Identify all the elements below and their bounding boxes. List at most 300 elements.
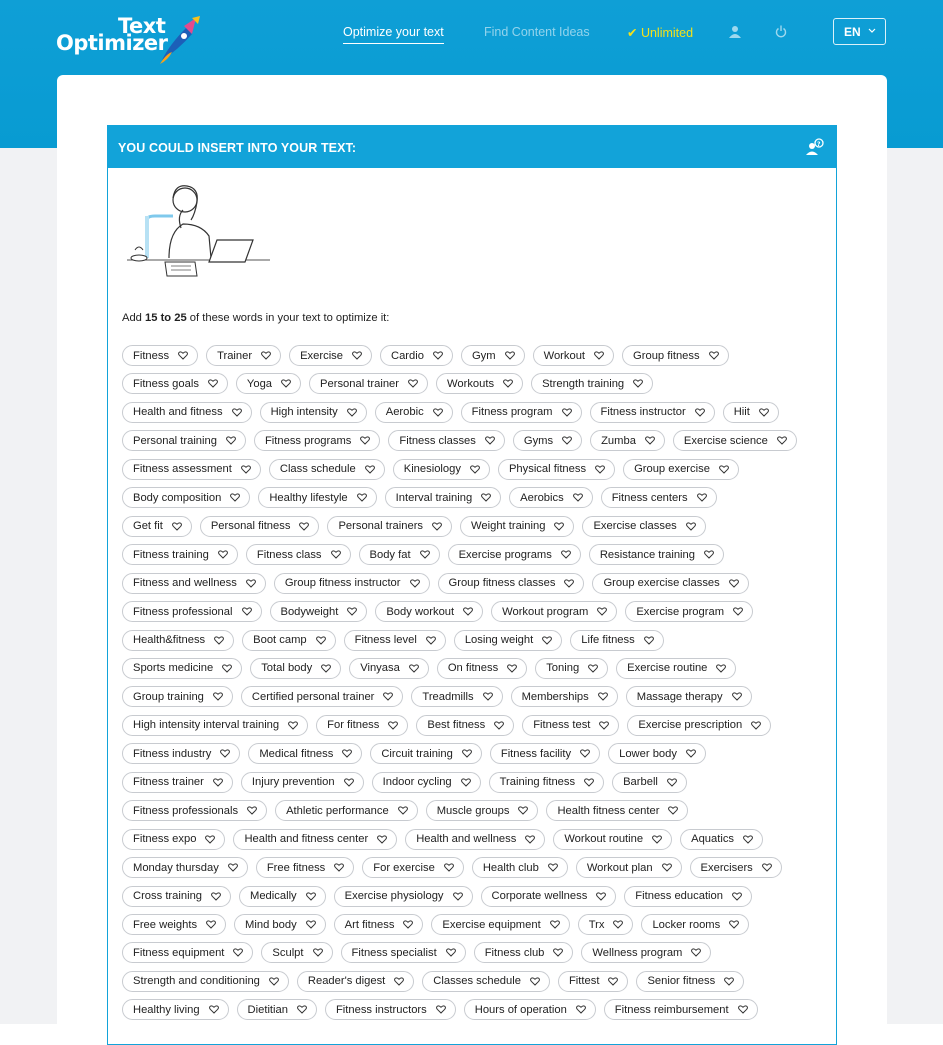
heart-icon[interactable] (408, 379, 418, 388)
keyword-chip[interactable] (531, 373, 653, 394)
keyword-label: Fitness training (133, 548, 209, 561)
keyword-chip[interactable] (590, 402, 715, 423)
keyword-chip[interactable] (122, 402, 252, 423)
keyword-chip[interactable] (362, 857, 464, 878)
keyword-chip[interactable] (334, 914, 424, 935)
keyword-label: Fitness professional (133, 605, 233, 618)
keyword-row (122, 459, 747, 481)
keyword-chip[interactable] (535, 658, 608, 679)
help-user-icon[interactable] (806, 138, 824, 156)
keyword-chip[interactable] (590, 430, 665, 451)
heart-icon[interactable] (226, 436, 236, 445)
heart-icon[interactable] (398, 806, 408, 815)
keyword-chip[interactable] (344, 630, 446, 651)
keyword-row (122, 772, 695, 794)
keyword-chip[interactable] (723, 402, 779, 423)
heart-icon[interactable] (281, 379, 291, 388)
keyword-chip[interactable] (498, 459, 615, 480)
keyword-chip[interactable] (316, 715, 408, 736)
heart-icon[interactable] (269, 977, 279, 986)
keyword-chip[interactable] (426, 800, 539, 821)
keyword-chip[interactable] (491, 601, 617, 622)
heart-icon[interactable] (432, 522, 442, 531)
heart-icon[interactable] (444, 863, 454, 872)
keyword-chip[interactable] (256, 857, 354, 878)
keyword-chip[interactable] (509, 487, 593, 508)
keyword-chip[interactable] (250, 658, 341, 679)
keyword-chip[interactable] (372, 772, 481, 793)
heart-icon[interactable] (220, 749, 230, 758)
heart-icon[interactable] (297, 1005, 307, 1014)
keyword-chip[interactable] (270, 601, 368, 622)
heart-icon[interactable] (409, 664, 419, 673)
keyword-row (122, 743, 714, 765)
heart-icon[interactable] (483, 692, 493, 701)
keyword-chip[interactable] (309, 373, 428, 394)
heart-icon[interactable] (550, 920, 560, 929)
keyword-chip[interactable] (122, 686, 233, 707)
heart-icon[interactable] (697, 493, 707, 502)
heart-icon[interactable] (463, 607, 473, 616)
heart-icon[interactable] (518, 806, 528, 815)
heart-icon[interactable] (426, 636, 436, 645)
keyword-chip[interactable] (297, 971, 414, 992)
keyword-label: Corporate wellness (491, 890, 588, 903)
heart-icon[interactable] (652, 835, 662, 844)
keyword-chip[interactable] (258, 487, 376, 508)
heart-icon[interactable] (233, 948, 243, 957)
keyword-chip[interactable] (122, 715, 308, 736)
keyword-chip[interactable] (122, 800, 267, 821)
heart-icon[interactable] (599, 721, 609, 730)
keyword-chip[interactable] (582, 516, 705, 537)
heart-icon[interactable] (342, 749, 352, 758)
heart-icon[interactable] (461, 778, 471, 787)
heart-icon[interactable] (420, 550, 430, 559)
keyword-label: Healthy living (133, 1003, 200, 1016)
heart-icon[interactable] (228, 863, 238, 872)
keyword-chip[interactable] (206, 345, 281, 366)
keyword-chip[interactable] (122, 999, 229, 1020)
keyword-chip[interactable] (334, 886, 473, 907)
keyword-chip[interactable] (431, 914, 569, 935)
heart-icon[interactable] (453, 892, 463, 901)
keyword-chip[interactable] (690, 857, 782, 878)
keyword-chip[interactable] (546, 800, 688, 821)
keyword-chip[interactable] (246, 544, 351, 565)
heart-icon[interactable] (733, 607, 743, 616)
heart-icon[interactable] (686, 749, 696, 758)
keyword-label: Personal fitness (210, 520, 291, 533)
keyword-label: Muscle groups (436, 804, 510, 817)
heart-icon[interactable] (230, 493, 240, 502)
keyword-chip[interactable] (239, 886, 326, 907)
keyword-chip[interactable] (673, 430, 797, 451)
nav-find-content-ideas[interactable]: Find Content Ideas (484, 25, 590, 39)
keyword-chip[interactable] (122, 487, 250, 508)
keyword-chip[interactable] (242, 630, 335, 651)
keyword-chip[interactable] (248, 743, 362, 764)
heart-icon[interactable] (242, 607, 252, 616)
heart-icon[interactable] (208, 379, 218, 388)
nav-optimize-text[interactable]: Optimize your text (343, 25, 444, 44)
keyword-chip[interactable] (411, 686, 502, 707)
heart-icon[interactable] (596, 892, 606, 901)
keyword-chip[interactable] (624, 886, 752, 907)
heart-icon[interactable] (261, 351, 271, 360)
keyword-chip[interactable] (275, 800, 418, 821)
heart-icon[interactable] (433, 351, 443, 360)
keyword-chip[interactable] (461, 345, 525, 366)
keyword-chip[interactable] (341, 942, 466, 963)
keyword-chip[interactable] (122, 914, 226, 935)
keyword-chip[interactable] (122, 430, 246, 451)
heart-icon[interactable] (588, 664, 598, 673)
keyword-label: Workouts (447, 377, 495, 390)
keyword-chip[interactable] (385, 487, 502, 508)
keyword-chip[interactable] (122, 743, 240, 764)
heart-icon[interactable] (542, 636, 552, 645)
heart-icon[interactable] (732, 892, 742, 901)
keyword-label: Mind body (245, 918, 297, 931)
keyword-chip[interactable] (489, 772, 604, 793)
keyword-chip[interactable] (608, 743, 706, 764)
keyword-chip[interactable] (241, 772, 364, 793)
keyword-chip[interactable] (641, 914, 749, 935)
keyword-label: Life fitness (581, 634, 635, 646)
heart-icon[interactable] (383, 692, 393, 701)
keyword-chip[interactable] (122, 658, 242, 679)
keyword-chip[interactable] (349, 658, 429, 679)
keyword-chip[interactable] (274, 573, 430, 594)
heart-icon[interactable] (347, 607, 357, 616)
heart-icon[interactable] (222, 664, 232, 673)
keyword-chip[interactable] (454, 630, 562, 651)
keyword-chip[interactable] (636, 971, 744, 992)
heart-icon[interactable] (299, 522, 309, 531)
keyword-chip[interactable] (422, 971, 550, 992)
logo-line1: Text (118, 14, 166, 38)
keyword-chip[interactable] (122, 516, 192, 537)
keyword-row (122, 999, 766, 1021)
heart-icon[interactable] (213, 692, 223, 701)
heart-icon[interactable] (691, 948, 701, 957)
heart-icon[interactable] (485, 436, 495, 445)
keyword-chip[interactable] (578, 914, 634, 935)
keyword-chip[interactable] (438, 573, 585, 594)
heart-icon[interactable] (331, 550, 341, 559)
heart-icon[interactable] (554, 522, 564, 531)
heart-icon[interactable] (246, 579, 256, 588)
keyword-chip[interactable] (522, 715, 619, 736)
heart-icon[interactable] (211, 892, 221, 901)
heart-icon[interactable] (729, 579, 739, 588)
keyword-chip[interactable] (122, 971, 289, 992)
language-select[interactable] (833, 18, 886, 45)
heart-icon[interactable] (729, 920, 739, 929)
heart-icon[interactable] (377, 835, 387, 844)
keyword-chip[interactable] (359, 544, 440, 565)
heart-icon[interactable] (695, 408, 705, 417)
keyword-chip[interactable] (481, 886, 617, 907)
heart-icon[interactable] (365, 465, 375, 474)
keyword-chip[interactable] (623, 459, 739, 480)
keyword-label: For fitness (327, 719, 380, 732)
heart-icon[interactable] (719, 465, 729, 474)
keyword-chip[interactable] (553, 829, 672, 850)
keyword-chip[interactable] (380, 345, 453, 366)
keyword-chip[interactable] (260, 402, 367, 423)
keyword-chip[interactable] (592, 573, 748, 594)
heart-icon[interactable] (388, 721, 398, 730)
keyword-label: Resistance training (599, 548, 695, 561)
nav-unlimited-badge[interactable]: ✔ Unlimited (627, 26, 694, 40)
keyword-chip[interactable] (437, 658, 527, 679)
keyword-chip[interactable] (327, 516, 452, 537)
heart-icon[interactable] (360, 436, 370, 445)
keyword-chip[interactable] (370, 743, 482, 764)
heart-icon[interactable] (241, 465, 251, 474)
heart-icon[interactable] (573, 493, 583, 502)
heart-icon[interactable] (214, 636, 224, 645)
keyword-chip[interactable] (612, 772, 687, 793)
keyword-chip[interactable] (269, 459, 385, 480)
heart-icon[interactable] (633, 379, 643, 388)
keyword-chip[interactable] (558, 971, 628, 992)
heart-icon[interactable] (562, 436, 572, 445)
keyword-chip[interactable] (200, 516, 320, 537)
heart-icon[interactable] (232, 408, 242, 417)
heart-icon[interactable] (553, 948, 563, 957)
keyword-chip[interactable] (122, 772, 233, 793)
heart-icon[interactable] (433, 408, 443, 417)
chevron-down-icon (868, 28, 876, 34)
keyword-chip[interactable] (122, 544, 238, 565)
panel-header (108, 126, 836, 168)
heart-icon[interactable] (667, 778, 677, 787)
heart-icon[interactable] (576, 1005, 586, 1014)
keyword-chip[interactable] (122, 630, 234, 651)
keyword-chip[interactable] (627, 715, 771, 736)
keyword-row (122, 829, 771, 851)
heart-icon[interactable] (505, 351, 515, 360)
keyword-label: Massage therapy (636, 690, 723, 703)
keyword-label: Exercise program (636, 605, 725, 618)
power-icon[interactable] (775, 25, 787, 38)
keyword-chip[interactable] (464, 999, 596, 1020)
heart-icon[interactable] (595, 465, 605, 474)
heart-icon[interactable] (594, 351, 604, 360)
heart-icon[interactable] (306, 920, 316, 929)
keyword-chip[interactable] (533, 345, 614, 366)
keyword-chip[interactable] (581, 942, 711, 963)
keyword-label: Trx (588, 918, 605, 931)
heart-icon[interactable] (494, 721, 504, 730)
heart-icon[interactable] (462, 749, 472, 758)
heart-icon[interactable] (403, 920, 413, 929)
heart-icon[interactable] (347, 408, 357, 417)
heart-icon[interactable] (686, 522, 696, 531)
heart-icon[interactable] (709, 351, 719, 360)
heart-icon[interactable] (561, 550, 571, 559)
heart-icon[interactable] (743, 835, 753, 844)
keyword-label: Physical fitness (508, 463, 587, 476)
heart-icon[interactable] (316, 636, 326, 645)
heart-icon[interactable] (704, 550, 714, 559)
user-icon[interactable] (729, 25, 741, 39)
heart-icon[interactable] (394, 977, 404, 986)
heart-icon[interactable] (213, 778, 223, 787)
keyword-chip[interactable] (490, 743, 600, 764)
keyword-label: For exercise (373, 861, 435, 874)
heart-icon[interactable] (598, 692, 608, 701)
heart-icon[interactable] (548, 863, 558, 872)
heart-icon[interactable] (209, 1005, 219, 1014)
keyword-label: Losing weight (464, 634, 534, 646)
keyword-row (122, 345, 737, 367)
keyword-chip[interactable] (680, 829, 763, 850)
heart-icon[interactable] (724, 977, 734, 986)
keyword-label: Fitness goals (133, 377, 199, 390)
keyword-chip[interactable] (375, 402, 453, 423)
keyword-chip[interactable] (233, 829, 397, 850)
keyword-row (122, 914, 757, 936)
keyword-label: Body fat (369, 548, 411, 561)
keyword-chip[interactable] (122, 857, 248, 878)
keyword-chip[interactable] (122, 942, 253, 963)
heart-icon[interactable] (205, 835, 215, 844)
heart-icon[interactable] (352, 351, 362, 360)
keyword-chip[interactable] (122, 601, 262, 622)
heart-icon[interactable] (597, 607, 607, 616)
keyword-chip[interactable] (448, 544, 581, 565)
keyword-chip[interactable] (234, 914, 326, 935)
keyword-chip[interactable] (122, 886, 231, 907)
keyword-chip[interactable] (622, 345, 729, 366)
keyword-chip[interactable] (254, 430, 380, 451)
keyword-chip[interactable] (241, 686, 404, 707)
keyword-label: Fitness reimbursement (614, 1003, 729, 1016)
heart-icon[interactable] (732, 692, 742, 701)
keyword-chip[interactable] (375, 601, 483, 622)
heart-icon[interactable] (662, 863, 672, 872)
keyword-label: Toning (546, 662, 580, 675)
keyword-chip[interactable] (472, 857, 568, 878)
keyword-chip[interactable] (416, 715, 514, 736)
keyword-chip[interactable] (625, 601, 753, 622)
heart-icon[interactable] (716, 664, 726, 673)
keyword-chip[interactable] (604, 999, 758, 1020)
keyword-chip[interactable] (601, 487, 717, 508)
keyword-chip[interactable] (122, 829, 225, 850)
heart-icon[interactable] (644, 636, 654, 645)
heart-icon[interactable] (288, 721, 298, 730)
keyword-chip[interactable] (511, 686, 618, 707)
keyword-chip[interactable] (122, 573, 266, 594)
heart-icon[interactable] (668, 806, 678, 815)
keyword-chip[interactable] (513, 430, 582, 451)
heart-icon[interactable] (218, 550, 228, 559)
heart-icon[interactable] (357, 493, 367, 502)
keyword-label: Monday thursday (133, 861, 219, 874)
keyword-label: Reader's digest (307, 975, 386, 988)
heart-icon[interactable] (608, 977, 618, 986)
keyword-chip[interactable] (122, 345, 198, 366)
heart-icon[interactable] (738, 1005, 748, 1014)
heart-icon[interactable] (584, 778, 594, 787)
keyword-label: Fitness industry (133, 747, 212, 760)
keyword-chip[interactable] (325, 999, 456, 1020)
heart-icon[interactable] (344, 778, 354, 787)
heart-icon[interactable] (503, 379, 513, 388)
keyword-chip[interactable] (405, 829, 545, 850)
keyword-chip[interactable] (626, 686, 752, 707)
keyword-label: High intensity interval training (133, 719, 280, 732)
heart-icon[interactable] (481, 493, 491, 502)
heart-icon[interactable] (762, 863, 772, 872)
heart-icon[interactable] (564, 579, 574, 588)
heart-icon[interactable] (247, 806, 257, 815)
heart-icon[interactable] (436, 1005, 446, 1014)
heart-icon[interactable] (178, 351, 188, 360)
keyword-chip[interactable] (461, 402, 582, 423)
keyword-chip[interactable] (460, 516, 574, 537)
keyword-chip[interactable] (237, 999, 317, 1020)
keyword-chip[interactable] (436, 373, 523, 394)
heart-icon[interactable] (530, 977, 540, 986)
heart-icon[interactable] (313, 948, 323, 957)
keyword-chip[interactable] (122, 459, 261, 480)
keyword-chip[interactable] (616, 658, 736, 679)
keyword-label: Classes schedule (433, 975, 521, 988)
keyword-chip[interactable] (122, 373, 228, 394)
keyword-row (122, 857, 790, 879)
keyword-chip[interactable] (589, 544, 724, 565)
keyword-chip[interactable] (261, 942, 332, 963)
keyword-chip[interactable] (393, 459, 490, 480)
heart-icon[interactable] (172, 522, 182, 531)
keyword-label: Kinesiology (403, 463, 461, 476)
heart-icon[interactable] (446, 948, 456, 957)
keyword-chip[interactable] (388, 430, 504, 451)
heart-icon[interactable] (613, 920, 623, 929)
keyword-chip[interactable] (236, 373, 301, 394)
keyword-chip[interactable] (576, 857, 682, 878)
heart-icon[interactable] (321, 664, 331, 673)
heart-icon[interactable] (206, 920, 216, 929)
keyword-chip[interactable] (474, 942, 574, 963)
keyword-label: Strength and conditioning (133, 975, 260, 988)
heart-icon[interactable] (334, 863, 344, 872)
keyword-label: Medical fitness (259, 747, 334, 760)
heart-icon[interactable] (777, 436, 787, 445)
heart-icon[interactable] (562, 408, 572, 417)
heart-icon[interactable] (580, 749, 590, 758)
heart-icon[interactable] (470, 465, 480, 474)
keyword-label: Dietitian (247, 1003, 288, 1016)
heart-icon[interactable] (759, 408, 769, 417)
heart-icon[interactable] (525, 835, 535, 844)
heart-icon[interactable] (306, 892, 316, 901)
heart-icon[interactable] (410, 579, 420, 588)
instruction-text (122, 312, 389, 324)
heart-icon[interactable] (507, 664, 517, 673)
keyword-chip[interactable] (570, 630, 663, 651)
keyword-chip[interactable] (289, 345, 372, 366)
keyword-label: Aerobics (520, 491, 564, 504)
heart-icon[interactable] (751, 721, 761, 730)
heart-icon[interactable] (645, 436, 655, 445)
